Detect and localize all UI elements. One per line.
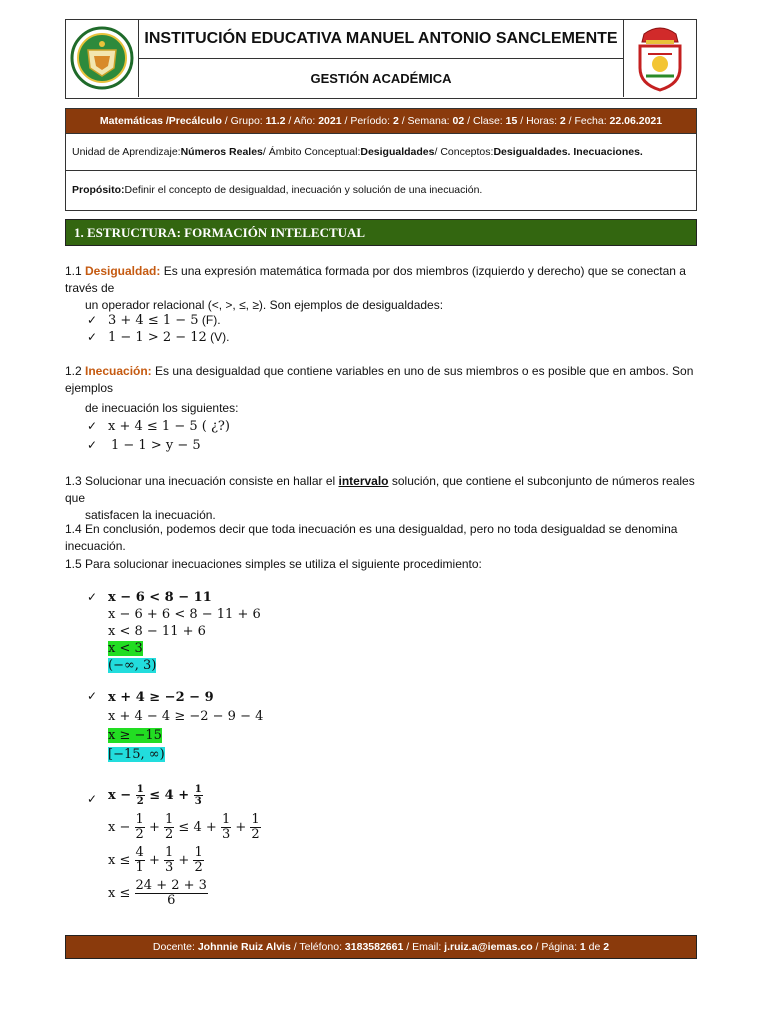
- math-op: ≤: [178, 820, 190, 835]
- highlighted-result: x < 3: [108, 641, 143, 656]
- math-expression: 1 − 1 > y − 5: [111, 438, 201, 453]
- checkmark-icon: ✓: [87, 438, 98, 452]
- math-step: x < 8 − 11 + 6: [108, 624, 206, 639]
- math-expression: x + 4 ≥ −2 − 9: [108, 690, 214, 705]
- math-var: x: [108, 853, 116, 868]
- numerator: 1: [251, 812, 260, 827]
- class-label: / Clase:: [464, 115, 506, 127]
- paragraph-text: solución, que contiene el subconjunto de números reales que: [65, 474, 695, 505]
- numerator: 1: [165, 845, 174, 860]
- item-number: 1.2: [65, 364, 82, 378]
- checkmark-icon: ✓: [87, 419, 98, 433]
- denominator: 2: [135, 827, 144, 842]
- numerator: 1: [221, 812, 231, 827]
- numerator: 4: [135, 845, 144, 860]
- worked-example-c-title: [108, 784, 408, 807]
- checkmark-icon: ✓: [87, 590, 98, 604]
- concepts-value: Desigualdades. Inecuaciones.: [493, 145, 643, 158]
- unit-value: Números Reales: [180, 145, 263, 158]
- unit-label: Unidad de Aprendizaje:: [72, 145, 181, 158]
- math-number: 4: [193, 820, 202, 835]
- math-op: ≤: [119, 853, 131, 868]
- page-of: de: [585, 941, 604, 953]
- term-inecuacion: Inecuación:: [85, 364, 152, 378]
- date-label: / Fecha:: [565, 115, 610, 127]
- math-expression: 3 + 4 ≤ 1 − 5: [108, 313, 199, 328]
- section-heading: 1. ESTRUCTURA: FORMACIÓN INTELECTUAL: [65, 219, 697, 246]
- denominator: 2: [165, 827, 174, 842]
- class-value: 15: [505, 115, 518, 127]
- math-op: +: [178, 788, 190, 803]
- subject: Matemáticas: [99, 115, 163, 127]
- math-op: −: [119, 820, 131, 835]
- hours-value: 2: [559, 115, 566, 127]
- scope-value: Desigualdades: [360, 145, 435, 158]
- paragraph-text: En conclusión, podemos decir que toda inecuación es una desigualdad, pero no toda desigualdad se denomina inecuación.: [65, 522, 678, 553]
- paragraph-1-5: [65, 556, 710, 573]
- numerator: 1: [165, 812, 174, 827]
- class-info-bar: [66, 109, 696, 134]
- email-label: / Email:: [403, 941, 445, 953]
- teacher-name: Johnnie Ruiz Alvis: [197, 941, 291, 953]
- page-label: / Página:: [532, 941, 580, 953]
- paragraph-text: Para solucionar inecuaciones simples se utiliza el siguiente procedimiento:: [85, 557, 482, 571]
- math-op: +: [148, 853, 160, 868]
- week-label: / Semana:: [398, 115, 453, 127]
- item-number: 1.4: [65, 522, 82, 536]
- unit-row: [66, 133, 696, 171]
- period-label: / Período:: [341, 115, 393, 127]
- fraction: [136, 784, 145, 807]
- term-intervalo: intervalo: [338, 474, 389, 488]
- numerator: 1: [194, 845, 203, 860]
- paragraph-1-1: [65, 263, 710, 314]
- fraction: [250, 813, 260, 842]
- highlighted-interval: [−15, ∞): [108, 747, 165, 762]
- concepts-label: / Conceptos:: [434, 145, 494, 158]
- math-expression: x + 4 ≤ 1 − 5 ( ¿?): [108, 419, 230, 434]
- scope-label: / Ámbito Conceptual:: [262, 145, 361, 158]
- numerator: 1: [194, 784, 202, 795]
- example-line: [111, 437, 411, 454]
- header-table: [65, 19, 697, 99]
- item-number: 1.5: [65, 557, 82, 571]
- fraction: [221, 813, 231, 842]
- fraction: [164, 846, 174, 875]
- paragraph-1-4: [65, 521, 710, 555]
- phone-label: / Teléfono:: [290, 941, 345, 953]
- example-note: (V).: [206, 330, 230, 344]
- period-value: 2: [392, 115, 399, 127]
- example-line: [108, 312, 408, 329]
- denominator: 2: [251, 827, 260, 842]
- math-step-c1: [108, 813, 408, 842]
- fraction: [194, 784, 203, 807]
- numerator: 1: [136, 784, 144, 795]
- footer-bar: [65, 935, 697, 959]
- paragraph-text: Es una desigualdad que contiene variables en uno de sus miembros o es posible que en ambos. Son ejemplos: [65, 364, 694, 395]
- denominator: 3: [165, 860, 174, 875]
- math-op: ≤: [149, 788, 161, 803]
- phone-value: 3183582661: [344, 941, 404, 953]
- item-number: 1.3: [65, 474, 82, 488]
- fraction: [164, 813, 174, 842]
- paragraph-text: un operador relacional (<, >, ≤, ≥). Son ejemplos de desigualdades:: [85, 298, 444, 312]
- institution-logo: [66, 20, 139, 97]
- numerator: 1: [135, 812, 144, 827]
- math-op: +: [235, 820, 247, 835]
- denominator: 6: [167, 893, 176, 908]
- checkmark-icon: ✓: [87, 689, 98, 703]
- fraction: [135, 813, 145, 842]
- highlighted-interval: (−∞, 3): [108, 658, 157, 673]
- worked-example-a: [108, 589, 408, 674]
- numerator: 24 + 2 + 3: [135, 878, 207, 893]
- worked-example-b: [108, 688, 408, 764]
- denominator: 2: [194, 860, 203, 875]
- math-op: ≤: [119, 886, 131, 901]
- term-desigualdad: Desigualdad:: [85, 264, 161, 278]
- paragraph-text: satisfacen la inecuación.: [85, 508, 216, 522]
- paragraph-text: Solucionar una inecuación consiste en hallar el: [85, 474, 339, 488]
- purpose-text: Definir el concepto de desigualdad, inecuación y solución de una inecuación.: [124, 184, 483, 196]
- math-step: x − 6 + 6 < 8 − 11 + 6: [108, 607, 261, 622]
- week-value: 02: [452, 115, 465, 127]
- denominator: 3: [194, 796, 202, 807]
- math-var: x: [108, 820, 116, 835]
- math-op: −: [120, 788, 132, 803]
- page-number: 1: [579, 941, 586, 953]
- fraction: [135, 879, 208, 908]
- crest-logo: [623, 20, 696, 97]
- denominator: 3: [221, 827, 231, 842]
- paragraph-1-3: [65, 473, 710, 524]
- math-step-c2: [108, 846, 408, 875]
- email-link[interactable]: j.ruiz.a@iemas.co: [444, 941, 533, 953]
- group-value: 11.2: [265, 115, 286, 127]
- checkmark-icon: ✓: [87, 792, 98, 806]
- page-total: 2: [603, 941, 610, 953]
- year-value: 2021: [318, 115, 342, 127]
- paragraph-text: de inecuación los siguientes:: [85, 401, 239, 415]
- group-label: / Grupo:: [221, 115, 266, 127]
- math-number: 4: [164, 788, 174, 803]
- paragraph-text: Es una expresión matemática formada por dos miembros (izquierdo y derecho) que se conectan a través de: [65, 264, 686, 295]
- math-expression: x − 6 < 8 − 11: [108, 590, 212, 605]
- class-info-box: [65, 108, 697, 211]
- math-step: x + 4 − 4 ≥ −2 − 9 − 4: [108, 709, 264, 724]
- institution-name: INSTITUCIÓN EDUCATIVA MANUEL ANTONIO SANCLEMENTE: [138, 20, 624, 59]
- example-line: [108, 418, 408, 435]
- math-op: +: [178, 853, 190, 868]
- separator: /: [162, 115, 169, 127]
- math-op: +: [205, 820, 217, 835]
- paragraph-1-2: [65, 363, 710, 417]
- department-name: GESTIÓN ACADÉMICA: [310, 70, 452, 86]
- math-step-c3: [108, 879, 408, 908]
- math-var: x: [108, 788, 116, 803]
- checkmark-icon: ✓: [87, 313, 98, 327]
- purpose-label: Propósito:: [72, 184, 125, 196]
- example-line: [108, 329, 408, 346]
- math-var: x: [108, 886, 116, 901]
- item-number: 1.1: [65, 264, 82, 278]
- date-value: 22.06.2021: [609, 115, 663, 127]
- example-note: (F).: [198, 313, 221, 327]
- hours-label: / Horas:: [517, 115, 560, 127]
- checkmark-icon: ✓: [87, 330, 98, 344]
- math-expression: 1 − 1 > 2 − 12: [108, 330, 207, 345]
- year-label: / Año:: [285, 115, 319, 127]
- fraction: [193, 846, 203, 875]
- fraction: [135, 846, 145, 875]
- purpose-row: [66, 170, 696, 210]
- denominator: 2: [136, 796, 144, 807]
- course: Precálculo: [168, 115, 222, 127]
- teacher-label: Docente:: [152, 941, 198, 953]
- highlighted-result: x ≥ −15: [108, 728, 162, 743]
- denominator: 1: [135, 860, 144, 875]
- math-op: +: [148, 820, 160, 835]
